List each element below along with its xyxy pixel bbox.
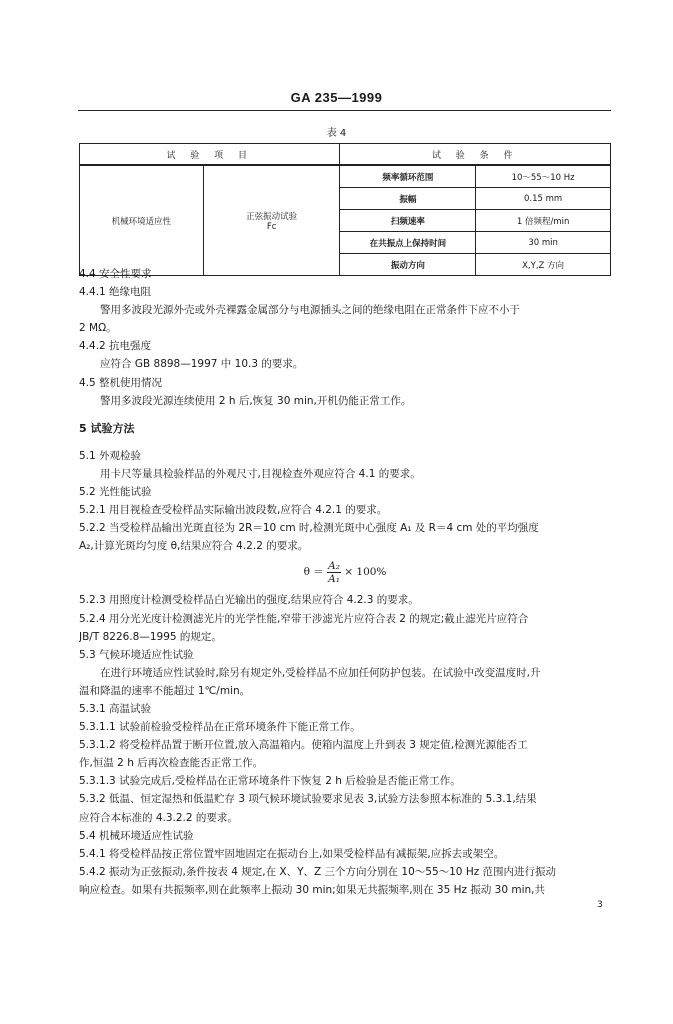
paragraph: 警用多波段光源连续使用 2 h 后,恢复 30 min,开机仍能正常工作。: [100, 394, 412, 407]
test-name-cell: [203, 165, 340, 276]
value-cell: 30 min: [476, 232, 611, 254]
table-4: [79, 143, 611, 276]
col-header-test-conditions: 试 验 条 件: [340, 144, 611, 166]
paragraph: 5.3.1.1 试验前检验受检样品在正常环境条件下能正常工作。: [79, 721, 361, 734]
heading-5-2: 5.2 光性能试验: [79, 486, 152, 499]
paragraph: 作,恒温 2 h 后再次检查能否正常工作。: [79, 757, 264, 770]
paragraph: 5.2.1 用目视检查受检样品实际输出波段数,应符合 4.2.1 的要求。: [79, 504, 388, 517]
paragraph: 5.4.2 振动为正弦振动,条件按表 4 规定,在 X、Y、Z 三个方向分别在 10～55～10 Hz 范围内进行振动: [79, 865, 557, 878]
document-code-header: GA 235—1999: [290, 90, 383, 105]
paragraph: 5.4.1 将受检样品按正常位置牢固地固定在振动台上,如果受检样品有减振架,应拆去或架空。: [79, 847, 505, 860]
heading-5: 5 试验方法: [79, 421, 135, 435]
table-header-row: [80, 144, 611, 166]
param-cell: 在共振点上保持时间: [340, 232, 476, 254]
paragraph: 用卡尺等量具检验样品的外观尺寸,目视检查外观应符合 4.1 的要求。: [100, 467, 421, 480]
paragraph: 5.2.2 当受检样品输出光斑直径为 2R＝10 cm 时,检测光斑中心强度 A₁ 及 R＝4 cm 处的平均强度: [79, 522, 539, 535]
formula-denominator: A₁: [328, 572, 340, 585]
paragraph: 5.3.2 低温、恒定湿热和低温贮存 3 项气候环境试验要求见表 3,试验方法参照本标准的 5.3.1,结果: [79, 793, 537, 806]
paragraph: 应符合本标准的 4.3.2.2 的要求。: [79, 811, 238, 824]
paragraph: 在进行环境适应性试验时,除另有规定外,受检样品不应加任何防护包装。在试验中改变温度时,升: [100, 666, 541, 679]
heading-5-3: 5.3 气候环境适应性试验: [79, 648, 194, 661]
formula-numerator: A₂: [328, 559, 340, 572]
paragraph: 5.2.4 用分光光度计检测滤光片的光学性能,窄带干涉滤光片应符合表 2 的规定;截止滤光片应符合: [79, 612, 529, 625]
paragraph: 响应检查。如果有共振频率,则在此频率上振动 30 min;如果无共振频率,则在 35 Hz 振动 30 min,共: [79, 883, 546, 896]
table-caption: 表 4: [326, 128, 347, 139]
value-cell: 0.15 mm: [476, 188, 611, 210]
param-cell: 振幅: [340, 188, 476, 210]
value-cell: 10～55～10 Hz: [476, 165, 611, 188]
formula-lhs: θ ＝: [303, 566, 324, 579]
col-header-test-item: 试 验 项 目: [80, 144, 340, 166]
heading-5-3-1: 5.3.1 高温试验: [79, 702, 152, 715]
value-cell: 1 倍频程/min: [476, 210, 611, 232]
param-cell: 振动方向: [340, 254, 476, 276]
value-cell: X,Y,Z 方向: [476, 254, 611, 276]
param-cell: 扫频速率: [340, 210, 476, 232]
param-cell: 频率循环范围: [340, 165, 476, 188]
formula-rhs: × 100%: [344, 566, 387, 579]
heading-4-4-2: 4.4.2 抗电强度: [79, 340, 152, 353]
uniformity-formula: [79, 557, 611, 587]
heading-4-4: 4.4 安全性要求: [79, 268, 152, 280]
paragraph: 应符合 GB 8898—1997 中 10.3 的要求。: [100, 358, 304, 371]
paragraph: 5.3.1.2 将受检样品置于断开位置,放入高温箱内。使箱内温度上升到表 3 规定值,检测光源能否工: [79, 739, 528, 752]
test-name: 正弦振动试验: [246, 211, 298, 222]
paragraph: 5.2.3 用照度计检测受检样品白光输出的强度,结果应符合 4.2.3 的要求。: [79, 594, 419, 607]
page-number: 3: [597, 900, 603, 910]
formula-fraction: [327, 560, 341, 585]
paragraph: 5.3.1.3 试验完成后,受检样品在正常环境条件下恢复 2 h 后检验是否能正常工作。: [79, 775, 461, 788]
test-code: Fc: [266, 221, 277, 232]
paragraph: 2 MΩ。: [79, 322, 117, 335]
paragraph: A₂,计算光斑均匀度 θ,结果应符合 4.2.2 的要求。: [79, 540, 309, 553]
heading-5-1: 5.1 外观检验: [79, 449, 142, 462]
category-cell: 机械环境适应性: [80, 165, 204, 276]
paragraph: 温和降温的速率不能超过 1℃/min。: [79, 684, 251, 697]
header-rule: [78, 110, 611, 111]
heading-4-4-1: 4.4.1 绝缘电阻: [79, 286, 152, 299]
table-row: [80, 165, 611, 188]
document-body: [79, 265, 611, 899]
paragraph: JB/T 8226.8—1995 的规定。: [79, 630, 222, 643]
heading-5-4: 5.4 机械环境适应性试验: [79, 829, 194, 842]
heading-4-5: 4.5 整机使用情况: [79, 376, 163, 389]
paragraph: 警用多波段光源外壳或外壳裸露金属部分与电源插头之间的绝缘电阻在正常条件下应不小于: [100, 304, 520, 317]
